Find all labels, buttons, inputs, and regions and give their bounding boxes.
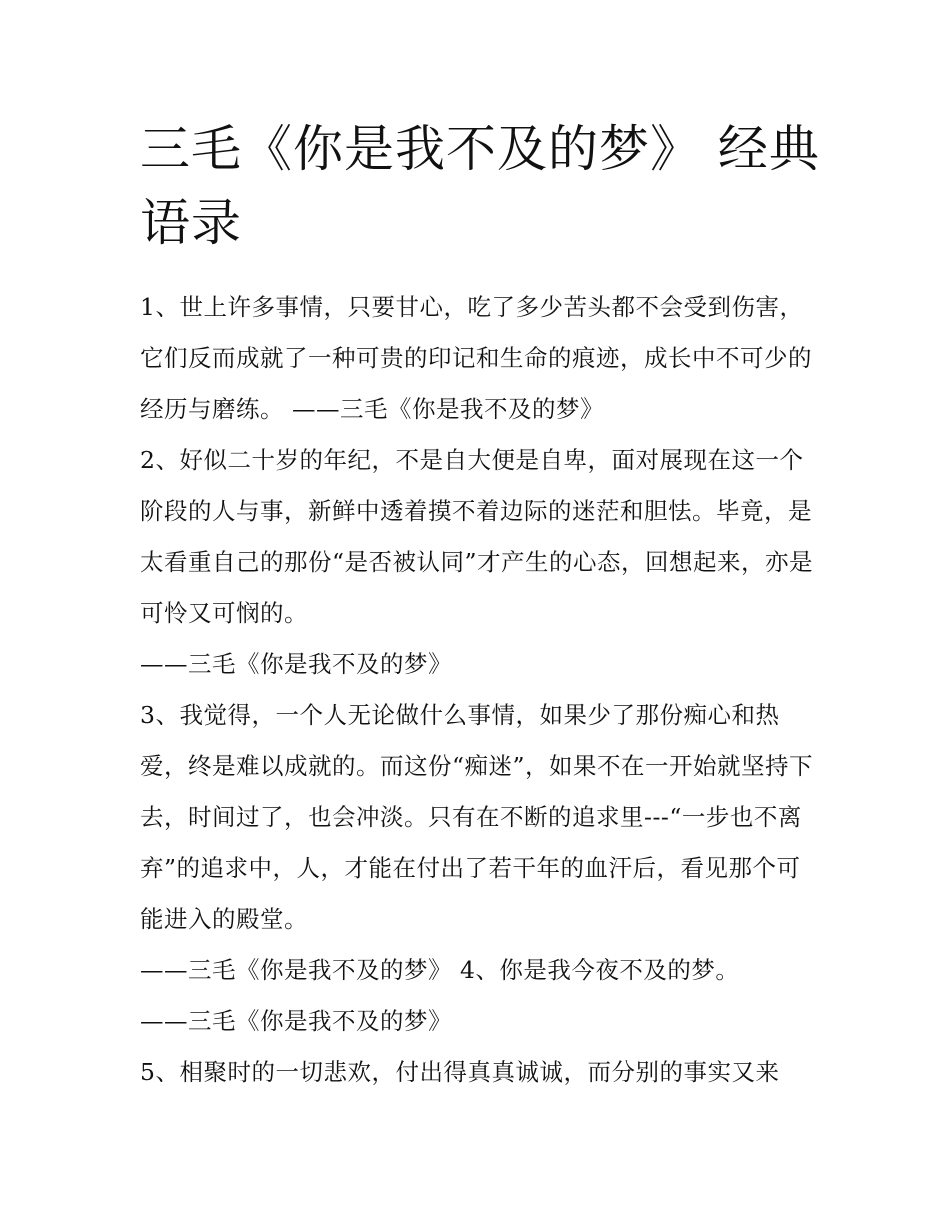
document-body	[140, 282, 820, 1098]
document-page	[140, 112, 820, 1098]
paragraph-6: ——三毛《你是我不及的梦》	[140, 1007, 452, 1035]
paragraph-7: 5、相聚时的一切悲欢，付出得真真诚诚，而分别的事实又来	[140, 1058, 780, 1086]
paragraph-1: 1、世上许多事情，只要甘心，吃了多少苦头都不会受到伤害，它们反而成就了一种可贵的印记和生命的痕迹，成长中不可少的经历与磨练。 ——三毛《你是我不及的梦》	[140, 293, 812, 423]
paragraph-3: ——三毛《你是我不及的梦》	[140, 650, 452, 678]
paragraph-2: 2、好似二十岁的年纪，不是自大便是自卑，面对展现在这一个阶段的人与事，新鲜中透着摸不着边际的迷茫和胆怯。毕竟，是太看重自己的那份“是否被认同”才产生的心态，回想起来，亦是可怜又可悯的。	[140, 446, 814, 627]
paragraph-4: 3、我觉得，一个人无论做什么事情，如果少了那份痴心和热爱，终是难以成就的。而这份“痴迷”，如果不在一开始就坚持下去，时间过了，也会冲淡。只有在不断的追求里---“一步也不离弃”的追求中，人，才能在付出了若干年的血汗后，看见那个可能进入的殿堂。	[140, 701, 814, 933]
paragraph-5: ——三毛《你是我不及的梦》 4、你是我今夜不及的梦。	[140, 956, 740, 984]
document-title: 三毛《你是我不及的梦》 经典语录	[140, 120, 820, 252]
